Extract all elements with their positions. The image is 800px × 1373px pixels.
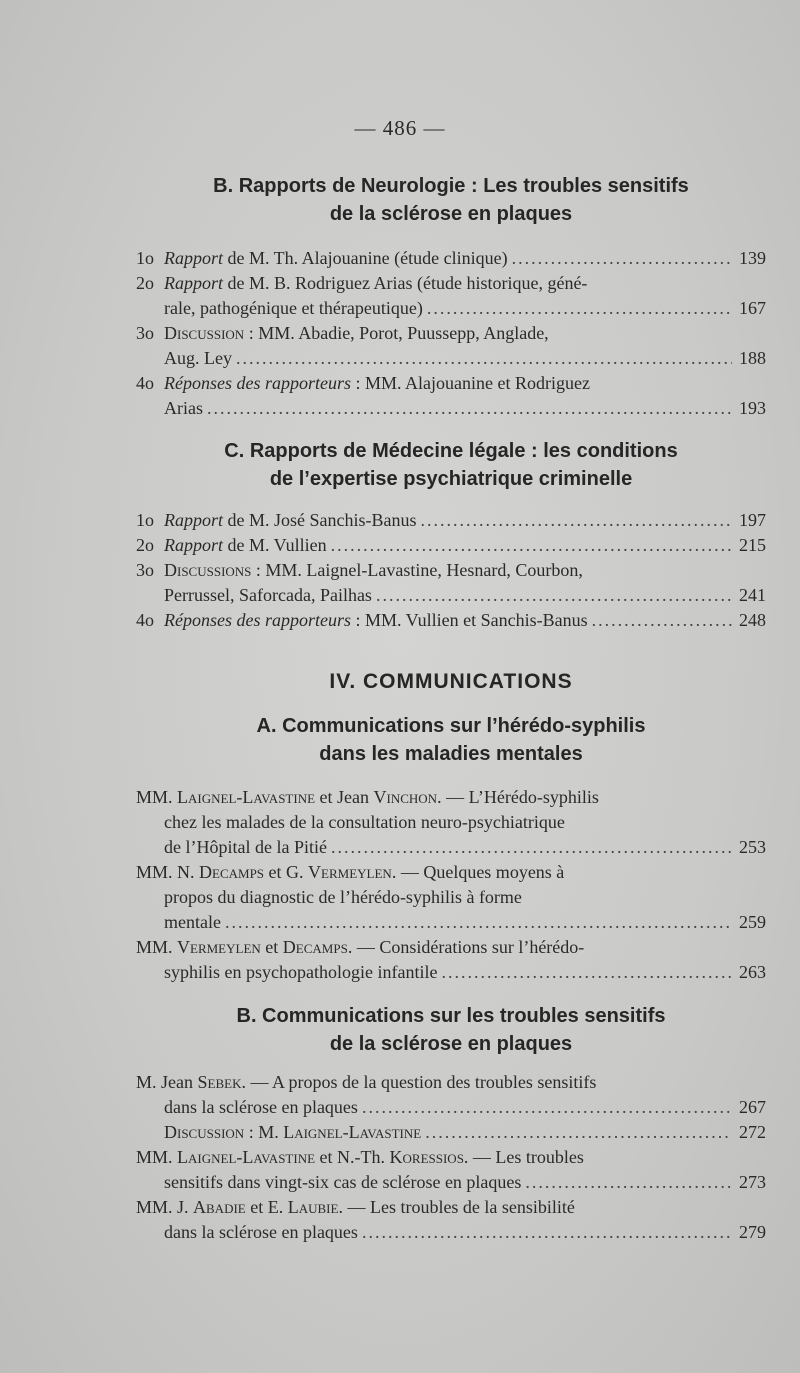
- toc-entry: [136, 371, 766, 421]
- entry-text: dans la sclérose en plaques: [164, 1222, 358, 1242]
- entry-text: et Jean: [315, 787, 374, 807]
- section-a-heredo-heading: [136, 712, 766, 768]
- section-b-sclerose-heading: [136, 1002, 766, 1058]
- entry-text: chez les malades de la consultation neuro-psychiatrique: [164, 812, 565, 832]
- toc-entry: [136, 1195, 766, 1245]
- entry-page: 259: [739, 912, 766, 932]
- author-name: Sebek: [197, 1072, 242, 1092]
- author-name: Laubie: [287, 1197, 339, 1217]
- entry-number: 3o: [136, 560, 154, 580]
- heading-line: dans les maladies mentales: [319, 743, 583, 765]
- entry-text: sensitifs dans vingt-six cas de sclérose en plaques: [164, 1172, 522, 1192]
- entry-text: : MM. Laignel-Lavastine, Hesnard, Courbon,: [251, 560, 583, 580]
- author-name: Decamps: [199, 862, 265, 882]
- entry-text: : MM. Alajouanine et Rodriguez: [351, 373, 590, 393]
- entry-text: . — Les troubles de la sensibilité: [338, 1197, 575, 1217]
- entry-text: de M. B. Rodriguez Arias (étude historique, géné-: [223, 273, 588, 293]
- entry-page: 139: [739, 248, 766, 268]
- entry-page: 241: [739, 585, 766, 605]
- heading-line: B. Communications sur les troubles sensitifs: [236, 1005, 666, 1027]
- entry-text: rale, pathogénique et thérapeutique): [164, 298, 423, 318]
- entry-type: Rapport: [164, 273, 224, 293]
- author-name: Abadie: [193, 1197, 246, 1217]
- entry-text: . — Quelques moyens à: [391, 862, 565, 882]
- leader-dots: [331, 533, 732, 558]
- entry-text: : M.: [244, 1122, 284, 1142]
- toc-entry: [136, 558, 766, 608]
- leader-dots: [376, 583, 732, 608]
- entry-page: 272: [739, 1122, 766, 1142]
- entry-page: 188: [739, 348, 766, 368]
- entry-text: . — Les troubles: [463, 1147, 584, 1167]
- entry-text: . — A propos de la question des troubles sensitifs: [241, 1072, 597, 1092]
- entry-number: 4o: [136, 610, 154, 630]
- toc-entry: [136, 1145, 766, 1195]
- heading-line: A. Communications sur l’hérédo-syphilis: [256, 715, 646, 737]
- page-number: — 486 —: [354, 116, 446, 140]
- heading-line: de la sclérose en plaques: [329, 1033, 573, 1055]
- entry-page: 263: [739, 962, 766, 982]
- entry-text: et: [260, 937, 283, 957]
- toc-entry: [136, 1070, 766, 1120]
- leader-dots: [425, 1120, 732, 1145]
- entry-type: Rapport: [164, 248, 224, 268]
- entry-text: mentale: [164, 912, 221, 932]
- entry-text: MM.: [136, 937, 178, 957]
- leader-dots: [592, 608, 732, 633]
- entry-text: : MM. Vullien et Sanchis-Banus: [351, 610, 588, 630]
- leader-dots: [421, 508, 733, 533]
- entry-text: et N.-Th.: [315, 1147, 390, 1167]
- heading-line: C. Rapports de Médecine légale : les conditions: [224, 440, 678, 462]
- leader-dots: [362, 1095, 732, 1120]
- entry-text: Aug. Ley: [164, 348, 232, 368]
- author-name: Vermeylen: [177, 937, 261, 957]
- toc-entry: [136, 271, 766, 321]
- entry-page: 193: [739, 398, 766, 418]
- section-c-medecine-heading: [136, 437, 766, 493]
- entry-page: 253: [739, 837, 766, 857]
- entry-text: . — Considérations sur l’hérédo-: [347, 937, 585, 957]
- leader-dots: [331, 835, 732, 860]
- entry-text: et E.: [245, 1197, 288, 1217]
- toc-entry: [136, 1120, 766, 1145]
- entry-page: 279: [739, 1222, 766, 1242]
- toc-entry: [136, 935, 766, 985]
- leader-dots: [441, 960, 732, 985]
- entry-page: 197: [739, 510, 766, 530]
- author-name: Vinchon: [373, 787, 438, 807]
- entry-text: propos du diagnostic de l’hérédo-syphilis à forme: [164, 887, 522, 907]
- entry-number: 2o: [136, 535, 154, 555]
- leader-dots: [525, 1170, 732, 1195]
- toc-entry: [136, 608, 766, 633]
- entry-text: de l’Hôpital de la Pitié: [164, 837, 327, 857]
- heading-line: de l’expertise psychiatrique criminelle: [269, 468, 633, 490]
- toc-entry: [136, 533, 766, 558]
- entry-page: 248: [739, 610, 766, 630]
- toc-entry: [136, 246, 766, 271]
- entry-text: de M. José Sanchis-Banus: [223, 510, 417, 530]
- author-name: Decamps: [282, 937, 348, 957]
- entry-text: M. Jean: [136, 1072, 198, 1092]
- entry-page: 267: [739, 1097, 766, 1117]
- entry-text: de M. Vullien: [223, 535, 327, 555]
- leader-dots: [362, 1220, 732, 1245]
- entry-text: et G.: [264, 862, 309, 882]
- leader-dots: [225, 910, 732, 935]
- entry-page: 167: [739, 298, 766, 318]
- leader-dots: [427, 296, 732, 321]
- entry-text: MM.: [136, 787, 178, 807]
- entry-number: 1o: [136, 510, 154, 530]
- entry-type: Rapport: [164, 535, 224, 555]
- entry-page: 215: [739, 535, 766, 555]
- author-name: Laignel-Lavastine: [283, 1122, 422, 1142]
- leader-dots: [207, 396, 732, 421]
- entry-type: Réponses des rapporteurs: [164, 373, 351, 393]
- heading-line: de la sclérose en plaques: [329, 203, 573, 225]
- author-name: Laignel-Lavastine: [177, 1147, 316, 1167]
- entry-text: de M. Th. Alajouanine (étude clinique): [223, 248, 508, 268]
- entry-number: 3o: [136, 323, 154, 343]
- entry-text: : MM. Abadie, Porot, Puussepp, Anglade,: [244, 323, 549, 343]
- author-name: Koressios: [389, 1147, 464, 1167]
- toc-entry: [136, 508, 766, 533]
- entry-number: 1o: [136, 248, 154, 268]
- toc-entry: [136, 785, 766, 860]
- author-name: Laignel-Lavastine: [177, 787, 316, 807]
- entry-type: Discussions: [164, 560, 252, 580]
- heading-line: B. Rapports de Neurologie : Les troubles sensitifs: [213, 175, 689, 197]
- entry-text: MM. J.: [136, 1197, 194, 1217]
- author-name: Vermeylen: [308, 862, 392, 882]
- entry-text: MM.: [136, 1147, 178, 1167]
- entry-type: Réponses des rapporteurs: [164, 610, 351, 630]
- communications-heading: IV. COMMUNICATIONS: [329, 670, 573, 693]
- entry-text: syphilis en psychopathologie infantile: [164, 962, 438, 982]
- entry-number: 2o: [136, 273, 154, 293]
- entry-text: . — L’Hérédo-syphilis: [437, 787, 599, 807]
- leader-dots: [236, 346, 732, 371]
- toc-entry: [136, 860, 766, 935]
- entry-type: Discussion: [164, 323, 245, 343]
- entry-text: Perrussel, Saforcada, Pailhas: [164, 585, 372, 605]
- entry-page: 273: [739, 1172, 766, 1192]
- leader-dots: [512, 246, 732, 271]
- entry-text: dans la sclérose en plaques: [164, 1097, 358, 1117]
- section-b-neuro-heading: [136, 172, 766, 228]
- entry-type: Discussion: [164, 1122, 245, 1142]
- entry-number: 4o: [136, 373, 154, 393]
- entry-text: Arias: [164, 398, 203, 418]
- entry-text: MM. N.: [136, 862, 200, 882]
- entry-type: Rapport: [164, 510, 224, 530]
- toc-entry: [136, 321, 766, 371]
